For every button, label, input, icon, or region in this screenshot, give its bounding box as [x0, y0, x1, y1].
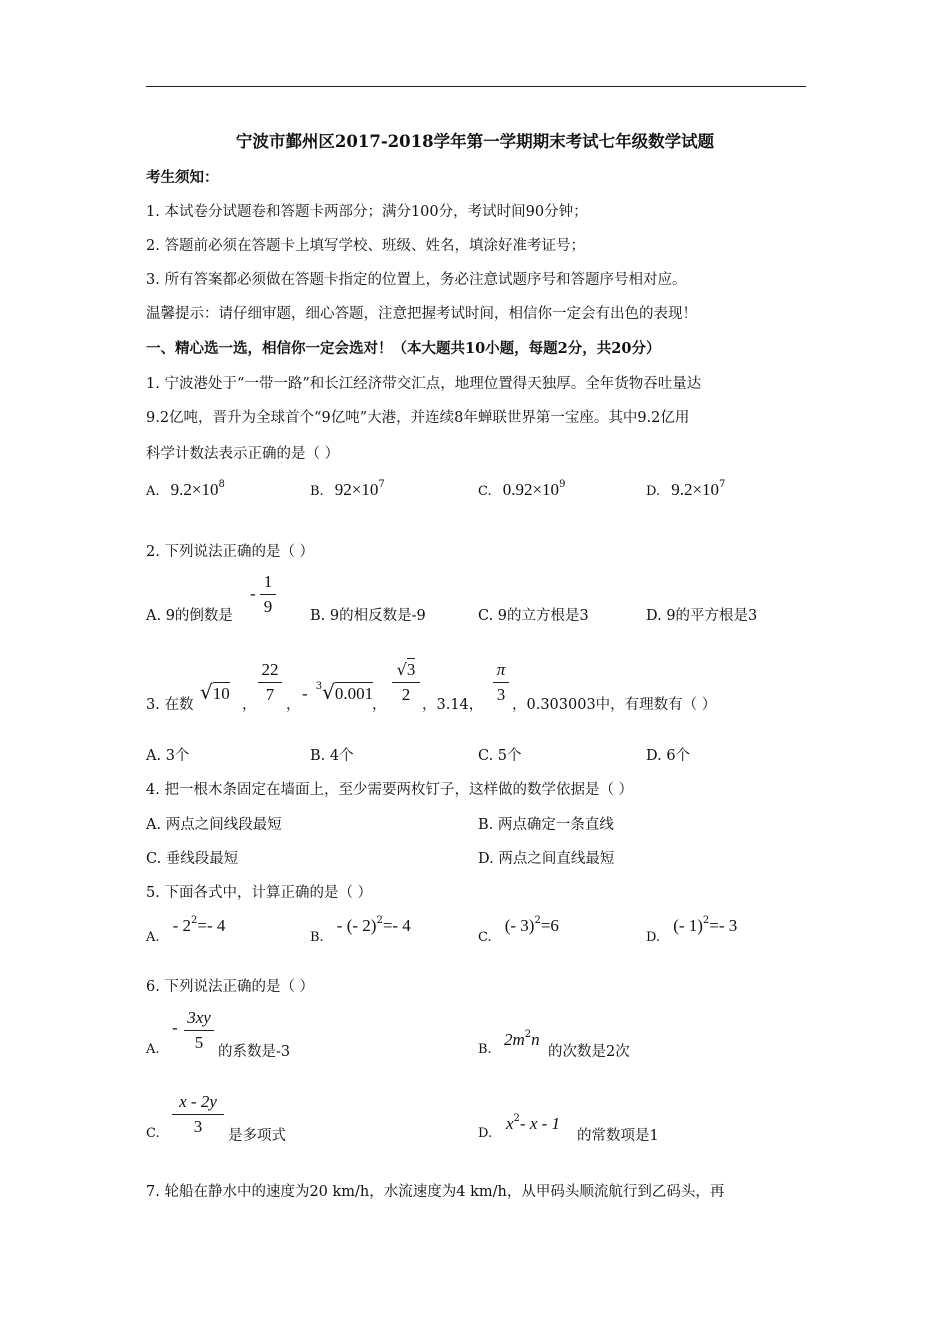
- fraction-bar: [493, 682, 509, 683]
- polynomial-rest: - x - 1: [519, 1114, 561, 1133]
- page-title: 宁波市鄞州区2017-2018学年第一学期期末考试七年级数学试题: [235, 132, 715, 151]
- q7-line-1: 7. 轮船在静水中的速度为20 km/h，水流速度为4 km/h，从甲码头顺流航行到乙码头，再: [146, 1184, 725, 1200]
- q2-option-a: A. 9的倒数是: [146, 608, 233, 624]
- q4-stem: 4. 把一根木条固定在墙面上，至少需要两枚钉子，这样做的数学依据是（ ）: [146, 782, 634, 798]
- minus-sign: -: [302, 684, 308, 703]
- option-expr: 0.92×10: [502, 480, 560, 499]
- option-label: A.: [146, 484, 160, 499]
- option-label: C.: [478, 484, 492, 499]
- option-exponent: 2: [702, 915, 710, 926]
- q6-a-label: A.: [146, 1042, 160, 1057]
- fraction-numerator: π: [496, 660, 506, 679]
- q6-a-minus: -: [172, 1018, 178, 1037]
- q6-c-label: C.: [146, 1126, 160, 1141]
- q4-option-b: B. 两点确定一条直线: [478, 817, 614, 833]
- q5-option-c: [478, 915, 559, 945]
- option-label: B.: [310, 484, 324, 499]
- radicand: 3: [406, 660, 416, 679]
- monomial-exponent: 2: [524, 1029, 532, 1040]
- q3-fraction-22-7: [258, 660, 282, 705]
- fraction-bar: [258, 682, 282, 683]
- notice-tip: 温馨提示：请仔细审题，细心答题，注意把握考试时间，相信你一定会有出色的表现！: [146, 306, 697, 322]
- q2-option-c: C. 9的立方根是3: [478, 608, 589, 624]
- q5-option-a: [146, 915, 226, 945]
- option-expr: 9.2×10: [671, 480, 720, 499]
- q3-prefix: 3. 在数: [146, 697, 194, 713]
- option-result: =- 4: [197, 916, 226, 935]
- q2-stem: 2. 下列说法正确的是（ ）: [146, 544, 315, 560]
- option-exponent: 7: [378, 479, 385, 490]
- q2-option-d: D. 9的平方根是3: [646, 608, 758, 624]
- q3-fraction-pi-3: [493, 660, 509, 705]
- q3-option-a: A. 3个: [146, 748, 190, 764]
- fraction-bar: [260, 594, 276, 595]
- q2-a-fraction: [260, 572, 276, 617]
- fraction-numerator: 3xy: [187, 1008, 211, 1027]
- option-result: =- 4: [382, 916, 411, 935]
- q6-a-fraction: [184, 1008, 214, 1053]
- q3-option-c: C. 5个: [478, 748, 522, 764]
- fraction-denominator: 2: [401, 685, 411, 704]
- fraction-denominator: 3: [193, 1117, 203, 1136]
- q4-option-a: A. 两点之间线段最短: [146, 817, 282, 833]
- radical-sign: √: [322, 680, 335, 704]
- option-label: D.: [646, 484, 661, 499]
- q5-option-b: [310, 915, 411, 945]
- radical-sign: √: [200, 680, 213, 704]
- option-expr: - 2: [172, 916, 192, 935]
- q3-comma-3: ，: [372, 697, 387, 713]
- polynomial-base: x: [506, 1114, 514, 1133]
- option-exponent: 8: [218, 479, 225, 490]
- fraction-numerator: [392, 660, 420, 680]
- option-exponent: 2: [534, 915, 541, 926]
- q6-stem: 6. 下列说法正确的是（ ）: [146, 979, 315, 995]
- notice-item-1: 1. 本试卷分试题卷和答题卡两部分；满分100分，考试时间90分钟；: [146, 204, 588, 220]
- q6-d-label: D.: [478, 1126, 493, 1141]
- q6-b-label: B.: [478, 1042, 492, 1057]
- option-exponent: 2: [376, 915, 383, 926]
- option-exponent: 9: [559, 479, 566, 490]
- fraction-numerator: 1: [263, 572, 273, 591]
- option-expr: (- 1): [673, 916, 703, 935]
- q3-mid-text: ，3.14，: [422, 697, 484, 713]
- fraction-denominator: 3: [496, 685, 506, 704]
- q1-option-a: [146, 480, 225, 500]
- q6-b-text: 的次数是2次: [548, 1044, 630, 1060]
- q1-line-2: 9.2亿吨，晋升为全球首个“9亿吨”大港，并连续8年蝉联世界第一宝座。其中9.2亿用: [146, 410, 690, 426]
- option-result: =6: [540, 916, 559, 935]
- radicand: 10: [212, 684, 230, 703]
- section-heading: 一、精心选一选，相信你一定会选对！（本大题共10小题，每题2分，共20分）: [146, 340, 661, 357]
- fraction-bar: [392, 682, 420, 683]
- option-exponent: 7: [719, 479, 726, 490]
- monomial-var: n: [531, 1030, 540, 1049]
- option-result: =- 3: [709, 916, 738, 935]
- q3-comma-2: ，: [286, 697, 301, 713]
- fraction-numerator: 22: [261, 660, 279, 679]
- option-expr: - (- 2): [336, 916, 377, 935]
- q3-option-d: D. 6个: [646, 748, 691, 764]
- option-expr: 9.2×10: [170, 480, 219, 499]
- option-expr: (- 3): [504, 916, 535, 935]
- q3-fraction-sqrt3-2: [392, 660, 420, 705]
- q5-option-d: [646, 915, 738, 945]
- q3-tail-text: ，0.303003中，有理数有（ ）: [512, 697, 717, 713]
- fraction-bar: [172, 1114, 224, 1115]
- q6-a-text: 的系数是-3: [218, 1044, 291, 1060]
- header-rule: [146, 86, 806, 87]
- q4-option-d: D. 两点之间直线最短: [478, 851, 615, 867]
- q3-comma-1: ，: [242, 697, 257, 713]
- q1-line-3: 科学计数法表示正确的是（ ）: [146, 446, 340, 462]
- q6-d-expr: [506, 1114, 560, 1134]
- option-expr: 92×10: [334, 480, 379, 499]
- fraction-denominator: 5: [194, 1033, 204, 1052]
- root-index: 3: [315, 681, 323, 692]
- option-label: B.: [310, 930, 324, 945]
- q3-option-b: B. 4个: [310, 748, 354, 764]
- q1-option-c: [478, 480, 565, 500]
- q3-sqrt-10: [200, 680, 230, 704]
- q5-stem: 5. 下面各式中，计算正确的是（ ）: [146, 885, 373, 901]
- notice-item-2: 2. 答题前必须在答题卡上填写学校、班级、姓名，填涂好准考证号；: [146, 238, 585, 254]
- q6-b-expr: [504, 1030, 540, 1050]
- fraction-bar: [184, 1030, 214, 1031]
- q1-line-1: 1. 宁波港处于“一带一路”和长江经济带交汇点，地理位置得天独厚。全年货物吞吐量达: [146, 376, 702, 392]
- q1-option-d: [646, 480, 725, 500]
- polynomial-exponent: 2: [513, 1113, 520, 1124]
- radicand: 0.001: [334, 684, 374, 703]
- q4-option-c: C. 垂线段最短: [146, 851, 239, 867]
- fraction-numerator: x - 2y: [179, 1092, 217, 1111]
- notice-heading: 考生须知：: [146, 169, 219, 186]
- q6-d-text: 的常数项是1: [577, 1128, 659, 1144]
- option-label: C.: [478, 930, 492, 945]
- fraction-denominator: 7: [265, 685, 275, 704]
- q2-option-b: B. 9的相反数是-9: [310, 608, 426, 624]
- option-label: D.: [646, 930, 661, 945]
- q6-c-text: 是多项式: [228, 1128, 286, 1144]
- option-label: A.: [146, 930, 160, 945]
- monomial-base: 2m: [504, 1030, 525, 1049]
- option-exponent: 2: [191, 915, 198, 926]
- q3-cube-root: [302, 680, 373, 704]
- radical-sign: √: [396, 660, 407, 679]
- q2-a-minus: -: [250, 584, 256, 603]
- q6-c-fraction: [172, 1092, 224, 1137]
- notice-item-3: 3. 所有答案都必须做在答题卡指定的位置上，务必注意试题序号和答题序号相对应。: [146, 272, 687, 288]
- fraction-denominator: 9: [263, 597, 273, 616]
- q1-option-b: [310, 480, 385, 500]
